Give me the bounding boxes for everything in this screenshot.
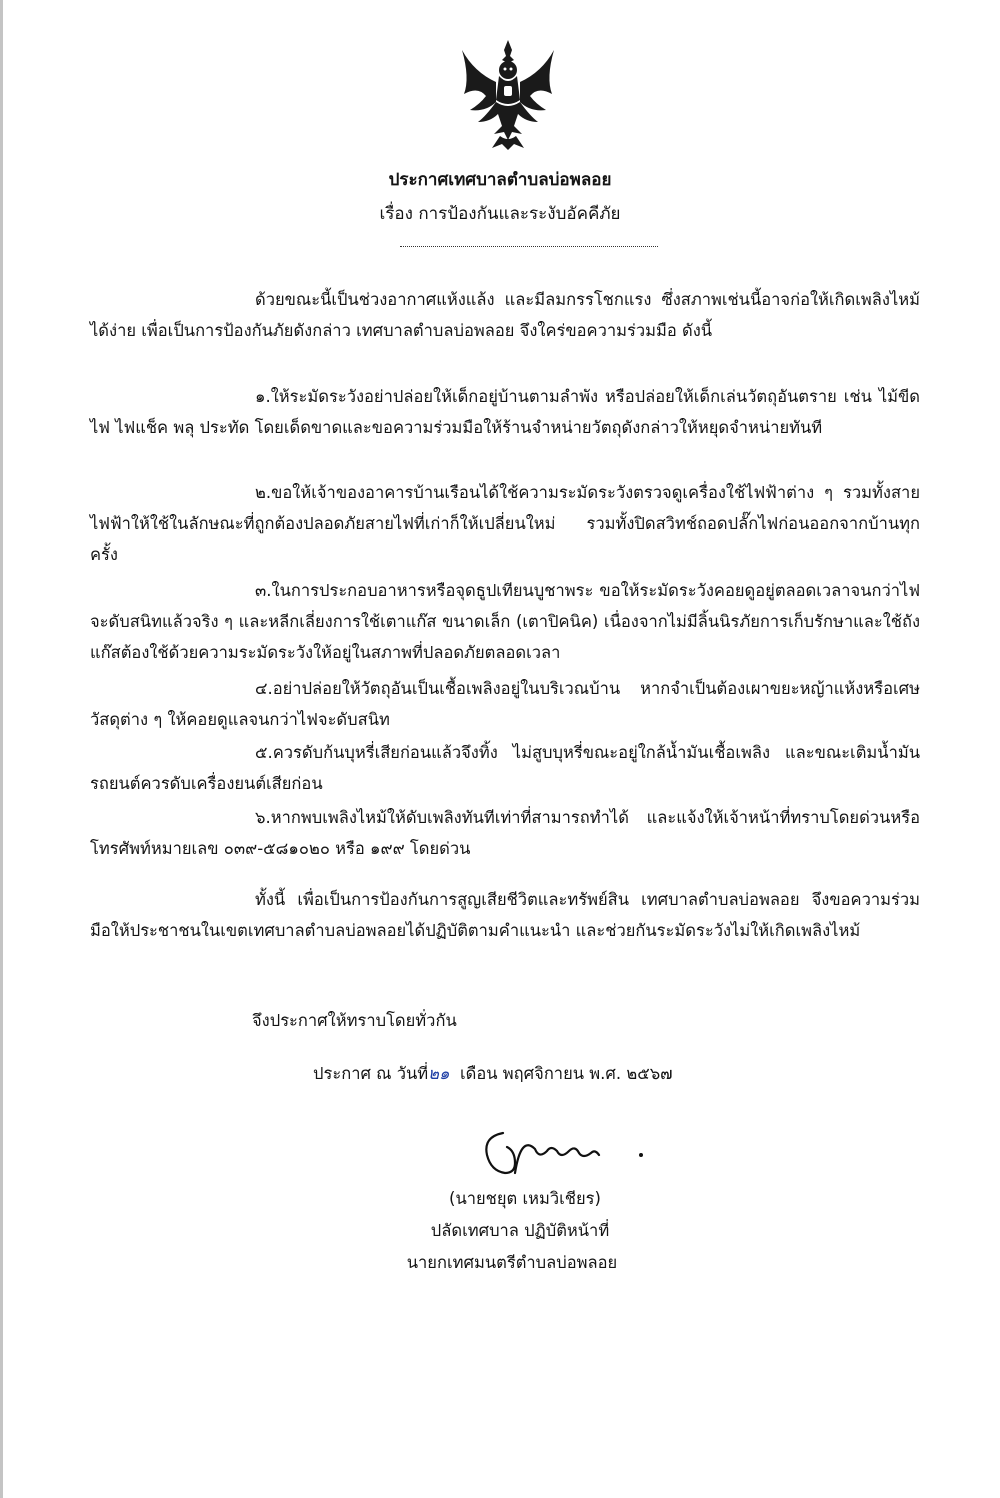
date-prefix: ประกาศ ณ วันที่	[313, 1064, 429, 1083]
handwritten-signature	[475, 1125, 655, 1185]
item-5: ๕.ควรดับก้นบุหรี่เสียก่อนแล้วจึงทิ้ง ไม่สูบบุหรี่ขณะอยู่ใกล้น้ำมันเชื้อเพลิง และขณะเติมน้ำมันรถยนต์ควรดับเครื่องยนต์เสียก่อน	[90, 743, 920, 793]
closing-paragraph: ทั้งนี้ เพื่อเป็นการป้องกันการสูญเสียชีวิตและทรัพย์สิน เทศบาลตำบลบ่อพลอย จึงขอความร่วมมือให้ประชาชนในเขตเทศบาลตำบลบ่อพลอยได้ปฏิบัติตามคำแนะนำ และช่วยกันระมัดระวังไม่ให้เกิดเพลิงไหม้	[90, 890, 920, 940]
item-2: ๒.ขอให้เจ้าของอาคารบ้านเรือนได้ใช้ความระมัดระวังตรวจดูเครื่องใช้ไฟฟ้าต่าง ๆ รวมทั้งสายไฟฟ้าให้ใช้ในลักษณะที่ถูกต้องปลอดภัยสายไฟที่เก่าก็ให้เปลี่ยนใหม่ รวมทั้งปิดสวิทช์ถอดปลั๊กไฟก่อนออกจากบ้านทุกครั้ง	[90, 483, 920, 564]
item-1: ๑.ให้ระมัดระวังอย่าปล่อยให้เด็กอยู่บ้านตามลำพัง หรือปล่อยให้เด็กเล่นวัตถุอันตราย เช่น ไม้ขีดไฟ ไฟแช็ค พลุ ประทัด โดยเด็ดขาดและขอความร่วมมือให้ร้านจำหน่ายวัตถุดังกล่าวให้หยุดจำหน่ายทันที	[90, 387, 920, 437]
signer-position-1: ปลัดเทศบาล ปฏิบัติหน้าที่	[430, 1221, 610, 1240]
item-6: ๖.หากพบเพลิงไหม้ให้ดับเพลิงทันทีเท่าที่สามารถทำได้ และแจ้งให้เจ้าหน้าที่ทราบโดยด่วนหรือโทรศัพท์หมายเลข ๐๓๙-๕๘๑๐๒๐ หรือ ๑๙๙ โดยด่วน	[90, 808, 920, 858]
document-title: ประกาศเทศบาลตำบลบ่อพลอย	[388, 170, 612, 190]
title-divider	[400, 246, 658, 247]
date-line	[313, 1061, 673, 1087]
signer-position-2: นายกเทศมนตรีตำบลบ่อพลอย	[406, 1253, 618, 1272]
date-day: ๒๑	[428, 1064, 450, 1083]
announce-line: จึงประกาศให้ทราบโดยทั่วกัน	[252, 1011, 457, 1030]
document-subject: เรื่อง การป้องกันและระงับอัคคีภัย	[379, 204, 621, 224]
item-3: ๓.ในการประกอบอาหารหรือจุดธูปเทียนบูชาพระ ขอให้ระมัดระวังคอยดูอยู่ตลอดเวลาจนกว่าไฟจะดับสนิทแล้วจริง ๆ และหลีกเลี่ยงการใช้เตาแก๊ส ขนาดเล็ก (เตาปิคนิค) เนื่องจากไม่มีลิ้นนิรภัยการเก็บรักษาและใช้ถังแก๊สต้องใช้ด้วยความระมัดระวังให้อยู่ในสภาพที่ปลอดภัยตลอดเวลา	[90, 581, 920, 662]
intro-paragraph: ด้วยขณะนี้เป็นช่วงอากาศแห้งแล้ง และมีลมกรรโชกแรง ซึ่งสภาพเช่นนี้อาจก่อให้เกิดเพลิงไหม้ได้ง่าย เพื่อเป็นการป้องกันภัยดังกล่าว เทศบาลตำบลบ่อพลอย จึงใคร่ขอความร่วมมือ ดังนี้	[90, 290, 920, 340]
date-rest: เดือน พฤศจิกายน พ.ศ. ๒๕๖๗	[460, 1064, 673, 1083]
signer-name: (นายชยุต เหมวิเชียร)	[449, 1189, 601, 1208]
item-4: ๔.อย่าปล่อยให้วัตถุอันเป็นเชื้อเพลิงอยู่ในบริเวณบ้าน หากจำเป็นต้องเผาขยะหญ้าแห้งหรือเศษวัสดุต่าง ๆ ให้คอยดูแลจนกว่าไฟจะดับสนิท	[90, 679, 920, 729]
garuda-emblem-icon	[456, 38, 560, 152]
